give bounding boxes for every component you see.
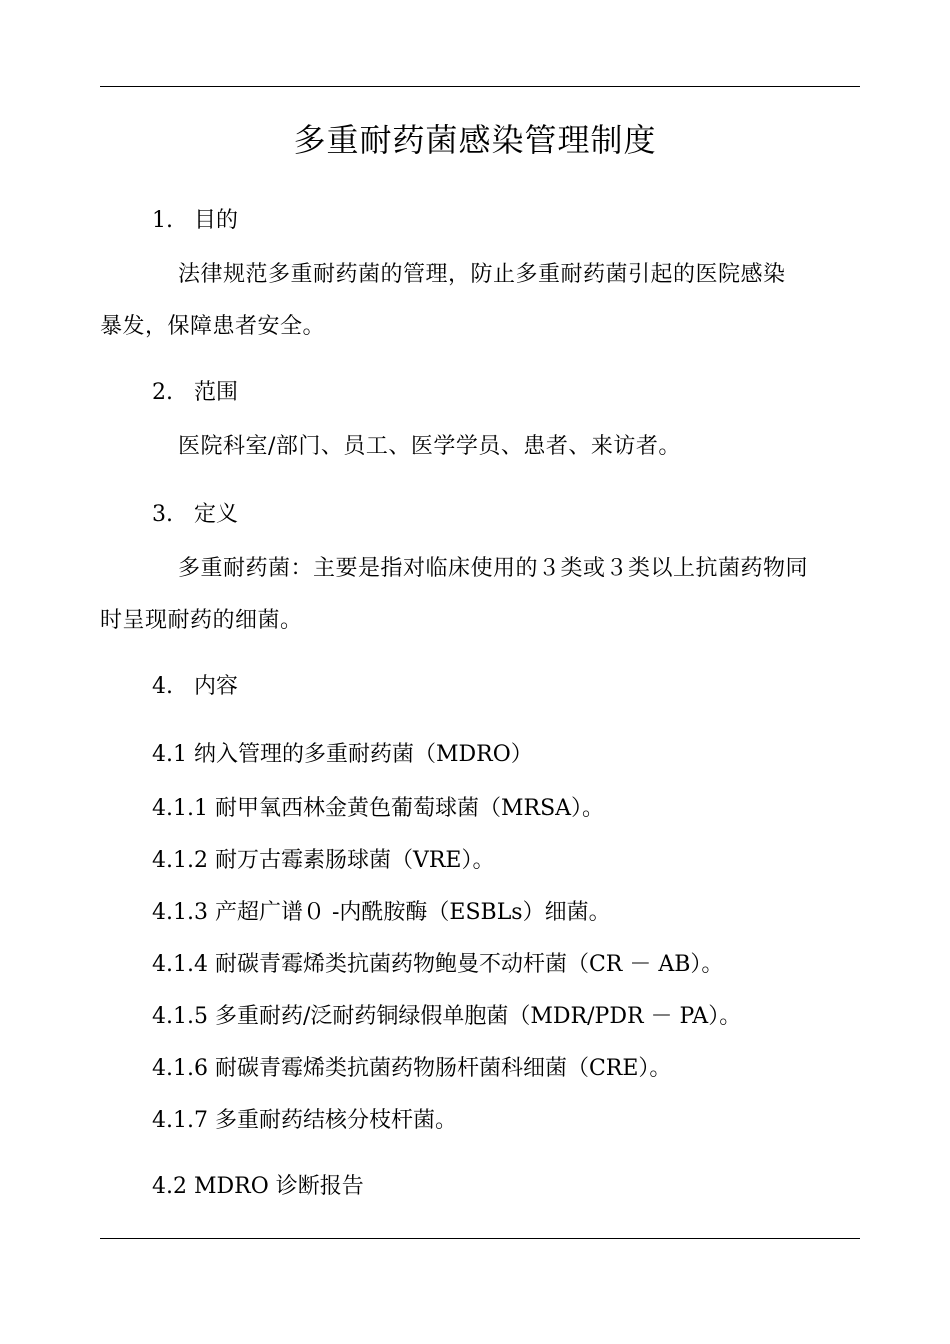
paragraph-line: 时呈现耐药的细菌。 bbox=[100, 608, 303, 633]
section-title: 定义 bbox=[194, 502, 239, 527]
section-heading-content bbox=[152, 672, 238, 702]
list-item: 4.1.1 耐甲氧西林金黄色葡萄球菌（MRSA）。 bbox=[152, 796, 605, 821]
list-item: 4.1.5 多重耐药/泛耐药铜绿假单胞菌（MDR/PDR － PA）。 bbox=[152, 1004, 742, 1029]
section-heading-scope bbox=[152, 378, 238, 408]
paragraph-line: 多重耐药菌：主要是指对临床使用的３类或３类以上抗菌药物同 bbox=[178, 556, 809, 581]
list-item: 4.2 MDRO 诊断报告 bbox=[152, 1174, 364, 1199]
section-title: 目的 bbox=[194, 208, 239, 233]
list-item: 4.1.6 耐碳青霉烯类抗菌药物肠杆菌科细菌（CRE）。 bbox=[152, 1056, 672, 1081]
section-title: 范围 bbox=[194, 380, 239, 405]
list-item: 4.1.4 耐碳青霉烯类抗菌药物鲍曼不动杆菌（CR － AB）。 bbox=[152, 952, 724, 977]
footer-rule bbox=[100, 1238, 860, 1239]
section-title: 内容 bbox=[194, 674, 239, 699]
section-number: 1. bbox=[152, 208, 173, 233]
section-number: 3. bbox=[152, 502, 173, 527]
section-heading-purpose bbox=[152, 206, 238, 236]
section-number: 2. bbox=[152, 380, 173, 405]
paragraph-line: 法律规范多重耐药菌的管理，防止多重耐药菌引起的医院感染 bbox=[178, 262, 786, 287]
header-rule bbox=[100, 86, 860, 87]
list-item: 4.1.3 产超广谱０ -内酰胺酶（ESBLs）细菌。 bbox=[152, 900, 611, 925]
paragraph-line: 暴发，保障患者安全。 bbox=[100, 314, 326, 339]
paragraph-line: 医院科室/部门、员工、医学学员、患者、来访者。 bbox=[178, 434, 681, 459]
section-number: 4. bbox=[152, 674, 173, 699]
list-item: 4.1.7 多重耐药结核分枝杆菌。 bbox=[152, 1108, 457, 1133]
section-heading-definition bbox=[152, 500, 238, 530]
document-title: 多重耐药菌感染管理制度 bbox=[293, 121, 657, 159]
list-item: 4.1.2 耐万古霉素肠球菌（VRE）。 bbox=[152, 848, 495, 873]
list-item: 4.1 纳入管理的多重耐药菌（MDRO） bbox=[152, 742, 533, 767]
